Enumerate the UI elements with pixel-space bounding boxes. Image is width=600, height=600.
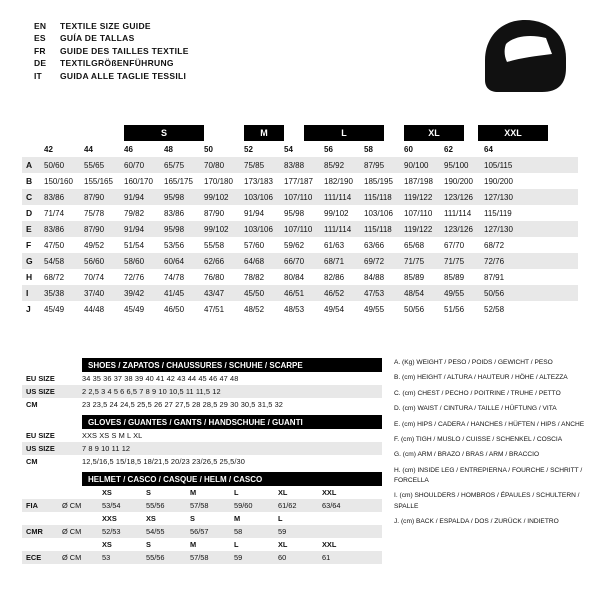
shoes-row-eu xyxy=(22,372,382,385)
table-cell: 87/90 xyxy=(204,208,225,218)
table-row xyxy=(22,285,578,301)
helmet-size-label: M xyxy=(190,540,197,549)
row-label: J xyxy=(26,304,31,314)
table-cell: 47/51 xyxy=(204,304,225,314)
table-cell: 185/195 xyxy=(364,176,393,186)
col-header: 58 xyxy=(364,144,373,154)
table-cell: 150/160 xyxy=(44,176,73,186)
table-cell: 103/106 xyxy=(364,208,393,218)
legend-item: J. (cm) BACK / ESPALDA / DOS / ZURÜCK / INDIETRO xyxy=(394,517,559,525)
table-cell: 46/51 xyxy=(284,288,305,298)
helmet-size-value: 55/56 xyxy=(146,501,165,510)
table-cell: 56/60 xyxy=(84,256,105,266)
table-cell: 80/84 xyxy=(284,272,305,282)
table-cell: 59/62 xyxy=(284,240,305,250)
table-cell: 44/48 xyxy=(84,304,105,314)
table-cell: 95/100 xyxy=(444,160,469,170)
helmet-size-label: S xyxy=(190,514,195,523)
table-cell: 72/76 xyxy=(124,272,145,282)
table-cell: 57/60 xyxy=(244,240,265,250)
helmet-size-value: 54/55 xyxy=(146,527,165,536)
table-row xyxy=(22,221,578,237)
language-title: GUIDE DES TAILLES TEXTILE xyxy=(60,45,189,56)
table-cell: 68/71 xyxy=(324,256,345,266)
col-header: 60 xyxy=(404,144,413,154)
helmet-unit: Ø CM xyxy=(62,501,82,510)
table-cell: 45/49 xyxy=(44,304,65,314)
table-cell: 107/110 xyxy=(284,224,313,234)
language-code: ES xyxy=(34,33,46,44)
table-cell: 115/119 xyxy=(484,208,512,218)
table-cell: 85/92 xyxy=(324,160,345,170)
language-code: DE xyxy=(34,58,47,69)
legend-item: E. (cm) HIPS / CADERA / HANCHES / HÜFTEN / HIPS / ANCHE xyxy=(394,420,585,428)
gloves-row-cm xyxy=(22,455,382,468)
table-cell: 91/94 xyxy=(124,224,145,234)
table-cell: 83/86 xyxy=(44,192,65,202)
table-cell: 119/122 xyxy=(404,192,433,202)
col-header: 44 xyxy=(84,144,93,154)
group-label-s: S xyxy=(124,125,204,141)
table-cell: 95/98 xyxy=(164,224,185,234)
table-cell: 85/89 xyxy=(404,272,425,282)
row-label: EU SIZE xyxy=(26,374,55,383)
col-header: 56 xyxy=(324,144,333,154)
table-cell: 60/70 xyxy=(124,160,145,170)
table-cell: 190/200 xyxy=(444,176,473,186)
language-title: TEXTILE SIZE GUIDE xyxy=(60,21,151,31)
table-cell: 69/72 xyxy=(364,256,385,266)
row-label: D xyxy=(26,208,33,218)
language-row xyxy=(34,57,189,69)
gloves-row-eu xyxy=(22,429,382,442)
table-row xyxy=(22,237,578,253)
helmet-size-label: XS xyxy=(102,540,112,549)
row-label: A xyxy=(26,160,33,170)
group-label-xxl: XXL xyxy=(478,125,548,141)
table-cell: 54/58 xyxy=(44,256,65,266)
table-cell: 48/54 xyxy=(404,288,425,298)
helmet-size-label: L xyxy=(234,488,239,497)
helmet-unit: Ø CM xyxy=(62,527,82,536)
table-cell: 165/175 xyxy=(164,176,193,186)
helmet-icon xyxy=(480,18,570,96)
row-label: E xyxy=(26,224,32,234)
helmet-size-label: XL xyxy=(278,488,288,497)
table-cell: 37/40 xyxy=(84,288,105,298)
table-cell: 71/75 xyxy=(404,256,425,266)
table-cell: 58/60 xyxy=(124,256,145,266)
row-values: 23 23,5 24 24,5 25,5 26 27 27,5 28 28,5 29 30 30,5 31,5 32 xyxy=(82,400,284,409)
table-cell: 61/63 xyxy=(324,240,345,250)
row-label: G xyxy=(26,256,33,266)
table-cell: 70/80 xyxy=(204,160,225,170)
legend-item: I. (cm) SHOULDERS / HOMBROS / ÉPAULES / SCHULTERN / SPALLE xyxy=(394,492,580,510)
table-cell: 49/54 xyxy=(324,304,345,314)
table-cell: 78/82 xyxy=(244,272,265,282)
main-table-group-header xyxy=(22,125,578,141)
table-cell: 53/56 xyxy=(164,240,185,250)
table-cell: 107/110 xyxy=(404,208,433,218)
helmet-size-row xyxy=(22,499,382,512)
table-cell: 187/198 xyxy=(404,176,433,186)
language-title: GUÍA DE TALLAS xyxy=(60,33,135,44)
table-cell: 68/72 xyxy=(44,272,65,282)
table-cell: 50/60 xyxy=(44,160,65,170)
table-cell: 83/86 xyxy=(44,224,65,234)
helmet-size-value: 60 xyxy=(278,553,287,562)
helmet-standard: CMR xyxy=(26,527,43,536)
group-label-xl: XL xyxy=(404,125,464,141)
table-row xyxy=(22,189,578,205)
table-cell: 52/58 xyxy=(484,304,505,314)
helmet-size-value: 58 xyxy=(234,527,243,536)
group-label-l: L xyxy=(304,125,384,141)
table-cell: 51/56 xyxy=(444,304,465,314)
row-label: CM xyxy=(26,400,38,409)
table-cell: 115/118 xyxy=(364,192,392,202)
table-cell: 99/102 xyxy=(204,192,229,202)
helmet-size-header-row xyxy=(22,486,382,499)
col-header: 64 xyxy=(484,144,493,154)
table-cell: 75/85 xyxy=(244,160,265,170)
helmet-size-label: M xyxy=(190,488,197,497)
col-header: 52 xyxy=(244,144,253,154)
table-cell: 105/115 xyxy=(484,160,513,170)
shoes-row-cm xyxy=(22,398,382,411)
table-row xyxy=(22,205,578,221)
table-cell: 160/170 xyxy=(124,176,153,186)
table-cell: 51/54 xyxy=(124,240,145,250)
helmet-size-value: 59 xyxy=(234,553,243,562)
table-cell: 72/76 xyxy=(484,256,505,266)
helmet-size-value: 61/62 xyxy=(278,501,297,510)
helmet-unit: Ø CM xyxy=(62,553,82,562)
row-values: 12,5/16,5 15/18,5 18/21,5 20/23 23/26,5 25,5/30 xyxy=(82,457,245,466)
table-cell: 103/106 xyxy=(244,224,273,234)
table-cell: 91/94 xyxy=(124,192,145,202)
language-title: GUIDA ALLE TAGLIE TESSILI xyxy=(60,70,187,81)
table-cell: 70/74 xyxy=(84,272,105,282)
table-cell: 47/53 xyxy=(364,288,385,298)
helmet-size-value: 53/54 xyxy=(102,501,121,510)
table-cell: 127/130 xyxy=(484,192,513,202)
helmet-size-value: 52/53 xyxy=(102,527,121,536)
helmet-size-value: 63/64 xyxy=(322,501,341,510)
legend-item: B. (cm) HEIGHT / ALTURA / HAUTEUR / HÖHE / ALTEZZA xyxy=(394,374,568,382)
table-cell: 82/86 xyxy=(324,272,345,282)
helmet-standard: FIA xyxy=(26,501,38,510)
table-cell: 46/52 xyxy=(324,288,345,298)
row-label: F xyxy=(26,240,32,250)
table-cell: 45/50 xyxy=(244,288,265,298)
measurement-tables xyxy=(22,358,382,564)
row-label: EU SIZE xyxy=(26,431,55,440)
table-cell: 115/118 xyxy=(364,224,392,234)
table-cell: 111/114 xyxy=(444,208,472,218)
helmet-size-value: 61 xyxy=(322,553,331,562)
table-cell: 49/55 xyxy=(444,288,465,298)
table-cell: 170/180 xyxy=(204,176,233,186)
main-size-table xyxy=(22,125,578,317)
legend-item: F. (cm) TIGH / MUSLO / CUISSE / SCHENKEL / COSCIA xyxy=(394,435,563,443)
helmet-size-label: XXL xyxy=(322,488,337,497)
helmet-size-label: XL xyxy=(278,540,288,549)
table-cell: 87/90 xyxy=(84,192,105,202)
helmet-size-value: 53 xyxy=(102,553,111,562)
table-cell: 87/91 xyxy=(484,272,505,282)
table-row xyxy=(22,157,578,173)
row-label: C xyxy=(26,192,33,202)
main-table-numeric-header xyxy=(22,141,578,157)
table-cell: 62/66 xyxy=(204,256,225,266)
helmet-size-label: S xyxy=(146,540,151,549)
legend-item: A. (Kg) WEIGHT / PESO / POIDS / GEWICHT / PESO xyxy=(394,359,553,366)
table-cell: 84/88 xyxy=(364,272,385,282)
table-cell: 123/126 xyxy=(444,224,473,234)
helmet-size-label: XS xyxy=(102,488,112,497)
legend-item: C. (cm) CHEST / PECHO / POITRINE / TRUHE / PETTO xyxy=(394,389,561,397)
col-header: 50 xyxy=(204,144,213,154)
table-cell: 75/78 xyxy=(84,208,105,218)
helmet-size-value: 57/58 xyxy=(190,501,209,510)
language-code: EN xyxy=(34,21,47,31)
table-row xyxy=(22,173,578,189)
legend-item: H. (cm) INSIDE LEG / ENTREPIERNA / FOURCHE / SCHRITT / FORCELLA xyxy=(394,466,583,484)
table-cell: 64/68 xyxy=(244,256,265,266)
table-cell: 177/187 xyxy=(284,176,313,186)
language-code: FR xyxy=(34,45,46,56)
table-cell: 99/102 xyxy=(204,224,229,234)
table-cell: 111/114 xyxy=(324,192,352,202)
shoes-row-us xyxy=(22,385,382,398)
col-header: 62 xyxy=(444,144,453,154)
table-cell: 111/114 xyxy=(324,224,352,234)
table-cell: 71/75 xyxy=(444,256,465,266)
table-cell: 43/47 xyxy=(204,288,225,298)
table-cell: 87/95 xyxy=(364,160,385,170)
helmet-size-header-row xyxy=(22,538,382,551)
helmet-standard: ECE xyxy=(26,553,42,562)
table-cell: 155/165 xyxy=(84,176,113,186)
group-label-m: M xyxy=(244,125,284,141)
col-header: 42 xyxy=(44,144,53,154)
table-cell: 85/89 xyxy=(444,272,465,282)
col-header: 48 xyxy=(164,144,173,154)
helmet-size-value: 59/60 xyxy=(234,501,253,510)
row-label: US SIZE xyxy=(26,387,55,396)
row-values: 7 8 9 10 11 12 xyxy=(82,444,131,453)
legend-list xyxy=(394,358,594,532)
table-cell: 63/66 xyxy=(364,240,385,250)
table-cell: 41/45 xyxy=(164,288,185,298)
table-cell: 190/200 xyxy=(484,176,513,186)
table-cell: 107/110 xyxy=(284,192,313,202)
language-code: IT xyxy=(34,70,42,81)
table-cell: 103/106 xyxy=(244,192,273,202)
row-label: I xyxy=(26,288,29,298)
row-label: B xyxy=(26,176,33,186)
helmet-size-value: 57/58 xyxy=(190,553,209,562)
table-cell: 49/55 xyxy=(364,304,385,314)
helmet-size-value: 59 xyxy=(278,527,287,536)
language-row xyxy=(34,20,189,32)
table-cell: 119/122 xyxy=(404,224,433,234)
table-cell: 87/90 xyxy=(84,224,105,234)
table-cell: 95/98 xyxy=(164,192,185,202)
row-values: 2 2,5 3 4 5 6 6,5 7 8 9 10 10,5 11 11,5 12 xyxy=(82,387,221,396)
table-cell: 65/75 xyxy=(164,160,185,170)
table-cell: 48/52 xyxy=(244,304,265,314)
helmet-size-label: S xyxy=(146,488,151,497)
helmet-size-value: 55/56 xyxy=(146,553,165,562)
table-row xyxy=(22,301,578,317)
row-values: XXS XS S M L XL xyxy=(82,431,143,440)
helmet-size-label: L xyxy=(278,514,283,523)
table-cell: 90/100 xyxy=(404,160,429,170)
table-cell: 74/78 xyxy=(164,272,185,282)
row-label: US SIZE xyxy=(26,444,55,453)
language-row xyxy=(34,45,189,57)
table-row xyxy=(22,253,578,269)
table-cell: 48/53 xyxy=(284,304,305,314)
table-cell: 55/58 xyxy=(204,240,225,250)
table-cell: 65/68 xyxy=(404,240,425,250)
legend-item: G. (cm) ARM / BRAZO / BRAS / ARM / BRACCIO xyxy=(394,451,540,459)
table-cell: 79/82 xyxy=(124,208,145,218)
table-cell: 71/74 xyxy=(44,208,65,218)
row-label: CM xyxy=(26,457,38,466)
language-title: TEXTILGRÖßENFÜHRUNG xyxy=(60,58,174,69)
legend-item: D. (cm) WAIST / CINTURA / TAILLE / HÜFTUNG / VITA xyxy=(394,405,557,413)
helmet-size-label: XXL xyxy=(322,540,337,549)
table-cell: 123/126 xyxy=(444,192,473,202)
helmet-size-label: XXS xyxy=(102,514,117,523)
table-cell: 83/86 xyxy=(164,208,185,218)
table-cell: 95/98 xyxy=(284,208,305,218)
table-cell: 39/42 xyxy=(124,288,145,298)
helmet-section-title: HELMET / CASCO / CASQUE / HELM / CASCO xyxy=(82,472,382,486)
gloves-row-us xyxy=(22,442,382,455)
table-cell: 66/70 xyxy=(284,256,305,266)
table-cell: 67/70 xyxy=(444,240,465,250)
language-list xyxy=(34,20,189,82)
table-cell: 76/80 xyxy=(204,272,225,282)
table-cell: 35/38 xyxy=(44,288,65,298)
helmet-size-row xyxy=(22,525,382,538)
table-cell: 45/49 xyxy=(124,304,145,314)
table-cell: 182/190 xyxy=(324,176,353,186)
helmet-size-label: M xyxy=(234,514,241,523)
row-label: H xyxy=(26,272,33,282)
table-cell: 91/94 xyxy=(244,208,265,218)
table-cell: 68/72 xyxy=(484,240,505,250)
shoes-section-title: SHOES / ZAPATOS / CHAUSSURES / SCHUHE / SCARPE xyxy=(82,358,382,372)
table-cell: 46/50 xyxy=(164,304,185,314)
table-cell: 99/102 xyxy=(324,208,349,218)
col-header: 46 xyxy=(124,144,133,154)
table-cell: 173/183 xyxy=(244,176,273,186)
helmet-size-label: XS xyxy=(146,514,156,523)
helmet-size-label: L xyxy=(234,540,239,549)
table-cell: 50/56 xyxy=(484,288,505,298)
table-row xyxy=(22,269,578,285)
helmet-size-row xyxy=(22,551,382,564)
gloves-section-title: GLOVES / GUANTES / GANTS / HANDSCHUHE / GUANTI xyxy=(82,415,382,429)
helmet-size-header-row xyxy=(22,512,382,525)
table-cell: 83/88 xyxy=(284,160,305,170)
language-row xyxy=(34,70,189,82)
col-header: 54 xyxy=(284,144,293,154)
table-cell: 55/65 xyxy=(84,160,105,170)
row-values: 34 35 36 37 38 39 40 41 42 43 44 45 46 47 48 xyxy=(82,374,239,383)
table-cell: 50/56 xyxy=(404,304,425,314)
table-cell: 47/50 xyxy=(44,240,65,250)
language-row xyxy=(34,32,189,44)
table-cell: 49/52 xyxy=(84,240,105,250)
helmet-size-value: 56/57 xyxy=(190,527,209,536)
table-cell: 60/64 xyxy=(164,256,185,266)
table-cell: 127/130 xyxy=(484,224,513,234)
